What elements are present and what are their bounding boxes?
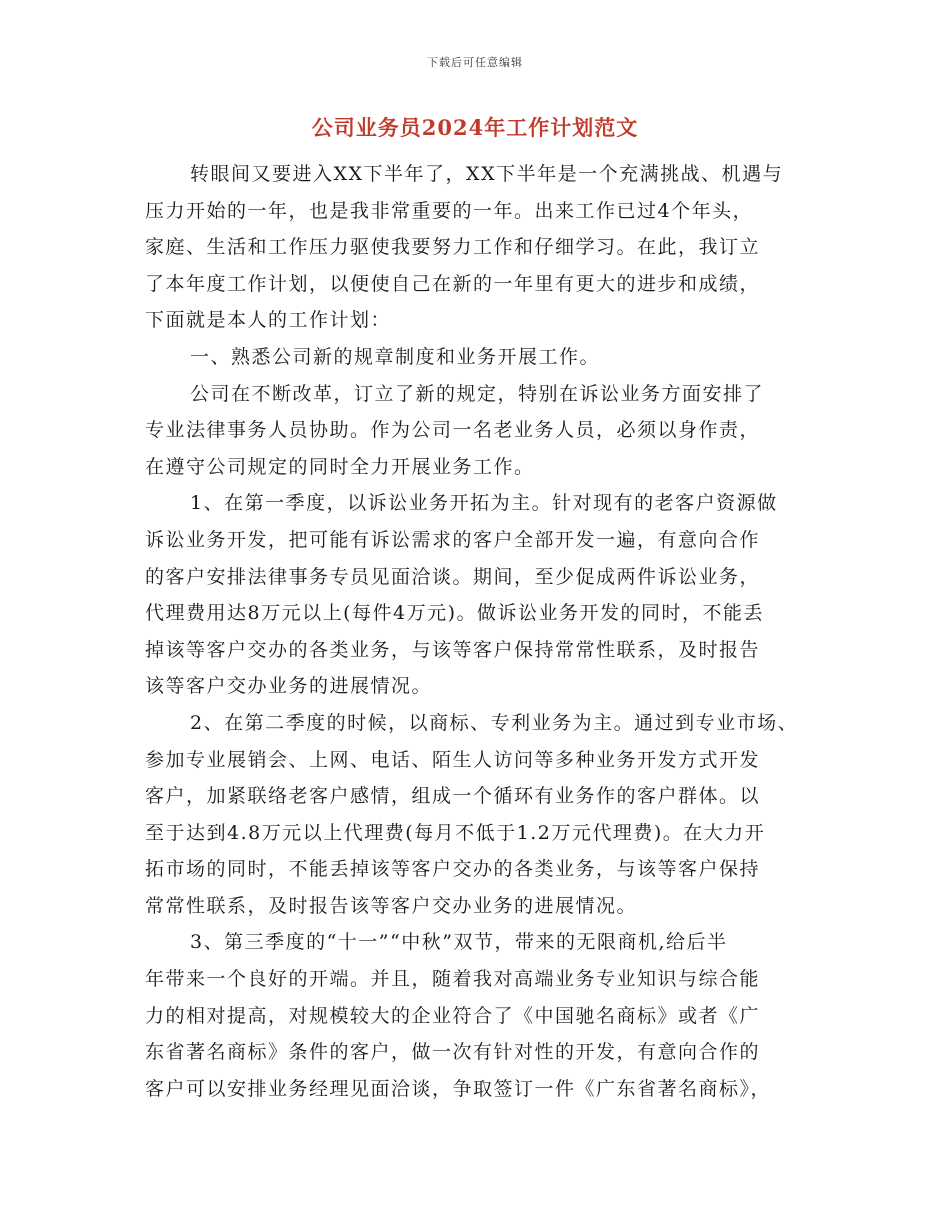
body-line: 力的相对提高，对规模较大的企业符合了《中国驰名商标》或者《广	[145, 1004, 761, 1027]
body-line: 该等客户交办业务的进展情况。	[145, 675, 433, 698]
body-line: 专业法律事务人员协助。作为公司一名老业务人员，必须以身作责，	[145, 419, 761, 442]
body-line: 客户，加紧联络老客户感情，组成一个循环有业务作的客户群体。以	[145, 785, 761, 808]
header-note: 下载后可任意编辑	[427, 56, 523, 69]
body-line: 年带来一个良好的开端。并且，随着我对高端业务专业知识与综合能	[145, 968, 761, 991]
document-title: 公司业务员2024年工作计划范文	[311, 115, 639, 140]
body-line: 了本年度工作计划，以便使自己在新的一年里有更大的进步和成绩，	[145, 272, 761, 295]
body-line: 诉讼业务开发，把可能有诉讼需求的客户全部开发一遍，有意向合作	[145, 528, 761, 551]
body-line: 掉该等客户交办的各类业务，与该等客户保持常常性联系，及时报告	[145, 638, 761, 661]
document-body	[145, 156, 815, 1107]
body-line: 3、第三季度的“十一”“中秋”双节，带来的无限商机,给后半	[190, 931, 728, 954]
body-line: 公司在不断改革，订立了新的规定，特别在诉讼业务方面安排了	[190, 382, 765, 405]
body-line: 下面就是本人的工作计划：	[145, 309, 392, 332]
body-line: 客户可以安排业务经理见面洽谈，争取签订一件《广东省著名商标》，	[145, 1077, 772, 1100]
body-line: 的客户安排法律事务专员见面洽谈。期间，至少促成两件诉讼业务，	[145, 565, 761, 588]
body-line: 参加专业展销会、上网、电话、陌生人访问等多种业务开发方式开发	[145, 748, 761, 771]
body-line: 家庭、生活和工作压力驱使我要努力工作和仔细学习。在此，我订立	[145, 236, 761, 259]
body-line: 1、在第一季度，以诉讼业务开拓为主。针对现有的老客户资源做	[190, 492, 778, 515]
body-line: 压力开始的一年，也是我非常重要的一年。出来工作已过4个年头，	[145, 199, 754, 222]
body-line: 转眼间又要进入XX下半年了，XX下半年是一个充满挑战、机遇与	[190, 163, 784, 185]
body-line: 2、在第二季度的时候，以商标、专利业务为主。通过到专业市场、	[190, 711, 799, 734]
body-line: 一、熟悉公司新的规章制度和业务开展工作。	[190, 345, 601, 368]
body-line: 东省著名商标》条件的客户，做一次有针对性的开发，有意向合作的	[145, 1041, 761, 1064]
body-line: 在遵守公司规定的同时全力开展业务工作。	[145, 455, 535, 478]
body-line: 拓市场的同时，不能丢掉该等客户交办的各类业务，与该等客户保持	[145, 858, 761, 881]
body-line: 至于达到4.8万元以上代理费(每月不低于1.2万元代理费)。在大力开	[145, 821, 766, 844]
body-line: 代理费用达8万元以上(每件4万元)。做诉讼业务开发的同时，不能丢	[145, 602, 765, 625]
body-line: 常常性联系，及时报告该等客户交办业务的进展情况。	[145, 894, 638, 917]
